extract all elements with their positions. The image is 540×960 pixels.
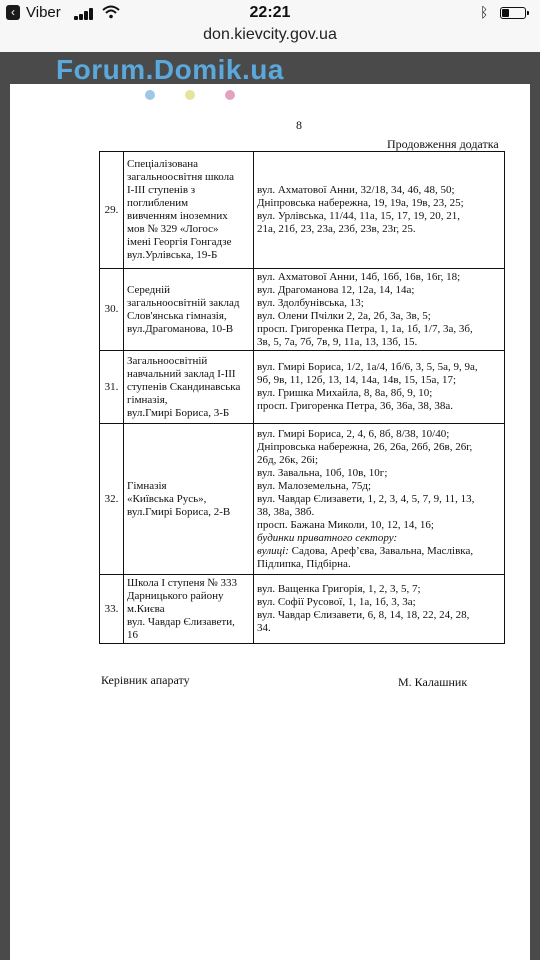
assigned-streets: вул. Гмирі Бориса, 1/2, 1а/4, 1б/6, 3, 5, 5а, 9, 9а, 9б, 9в, 11, 12б, 13, 14, 14а, 14в, 15, 15а, 17; вул. Гришка Михайла, 8, 8а, 8б, 9, 10; просп. Григоренка Петра, 36, 36а, 38, 38а. (254, 351, 505, 424)
school-name: Школа І ступеня № 333 Дарницького району м.Києва вул. Чавдар Єлизавети, 16 (124, 575, 254, 644)
continuation-heading: Продовження додатка (387, 137, 499, 151)
signatory-name: М. Калашник (398, 675, 468, 689)
url-text[interactable]: don.kievcity.gov.ua (203, 26, 337, 43)
private-sector-streets: вулиці: Садова, Ареф’єва, Завальна, Маслівка, (257, 544, 474, 557)
address-bar[interactable] (0, 26, 540, 52)
table-row (100, 269, 505, 351)
page-number: 8 (296, 118, 302, 132)
signature-position: Керівник апарату (101, 673, 190, 687)
school-name: Спеціалізована загальноосвітня школа I-III ступенів з поглибленим вивченням іноземних мов № 329 «Логос» імені Георгія Гонгадзе вул.Урлівська, 19-Б (124, 152, 254, 269)
forum-watermark-logo: Forum.Domik.ua (56, 54, 284, 85)
row-number: 29. (100, 152, 124, 269)
table-row (100, 575, 505, 644)
assigned-streets: вул. Ахматової Анни, 14б, 16б, 16в, 16г, 18; вул. Драгоманова 12, 12а, 14, 14а; вул. Здолбунівська, 13; вул. Олени Пчілки 2, 2а, 2б, 3а, 3в, 5; просп. Григоренка Петра, 1, 1а, 1б, 1/7, 3а, 3б, 3в, 5, 7а, 7б, 7в, 9, 11а, 13, 13б, 15. (254, 269, 505, 351)
status-bar (0, 0, 540, 26)
row-number: 31. (100, 351, 124, 424)
row-number: 33. (100, 575, 124, 644)
bluetooth-icon: ᛒ (480, 4, 489, 20)
assigned-streets: вул. Гмирі Бориса, 2, 4, 6, 8б, 8/38, 10/40; Дніпровська набережна, 26, 26а, 26б, 26в, 26г, 26д, 26к, 26і; вул. Завальна, 10б, 10в, 10г; вул. Малоземельна, 75д; вул. Чавдар Єлизавети, 1, 2, 3, 4, 5, 7, 9, 11, 13, 38, 38а, 38б. просп. Бажана Миколи, 10, 12, 14, 16; будинки приватного сектору: вулиці: Садова, Ареф’єва, Завальна, Маслівка, Підлипка, Підбірна. (254, 424, 505, 575)
table-row (100, 351, 505, 424)
back-to-app-icon[interactable]: ‹ (6, 5, 20, 20)
private-sector-heading: будинки приватного сектору: (257, 531, 398, 544)
watermark-dots (145, 90, 245, 100)
back-app-label[interactable]: Viber (26, 4, 61, 21)
clock: 22:21 (249, 4, 291, 21)
assigned-streets: вул. Ващенка Григорія, 1, 2, 3, 5, 7; вул. Софії Русової, 1, 1а, 1б, 3, 3а; вул. Чавдар Єлизавети, 6, 8, 14, 18, 22, 24, 28, 34. (254, 575, 505, 644)
school-districts-table (99, 151, 505, 644)
battery-icon (500, 7, 526, 19)
row-number: 30. (100, 269, 124, 351)
school-name: Середній загальноосвітній заклад Слов'янська гімназія, вул.Драгоманова, 10-В (124, 269, 254, 351)
table-row (100, 152, 505, 269)
row-number: 32. (100, 424, 124, 575)
school-name: Загальноосвітній навчальний заклад I-III ступенів Скандинавська гімназія, вул.Гмирі Бориса, 3-Б (124, 351, 254, 424)
table-row (100, 424, 505, 575)
assigned-streets: вул. Ахматової Анни, 32/18, 34, 46, 48, 50; Дніпровська набережна, 19, 19а, 19в, 23, 25; вул. Урлівська, 11/44, 11а, 15, 17, 19, 20, 21, 21а, 21б, 23, 23а, 23б, 23в, 23г, 25. (254, 152, 505, 269)
school-name: Гімназія «Київська Русь», вул.Гмирі Бориса, 2-В (124, 424, 254, 575)
